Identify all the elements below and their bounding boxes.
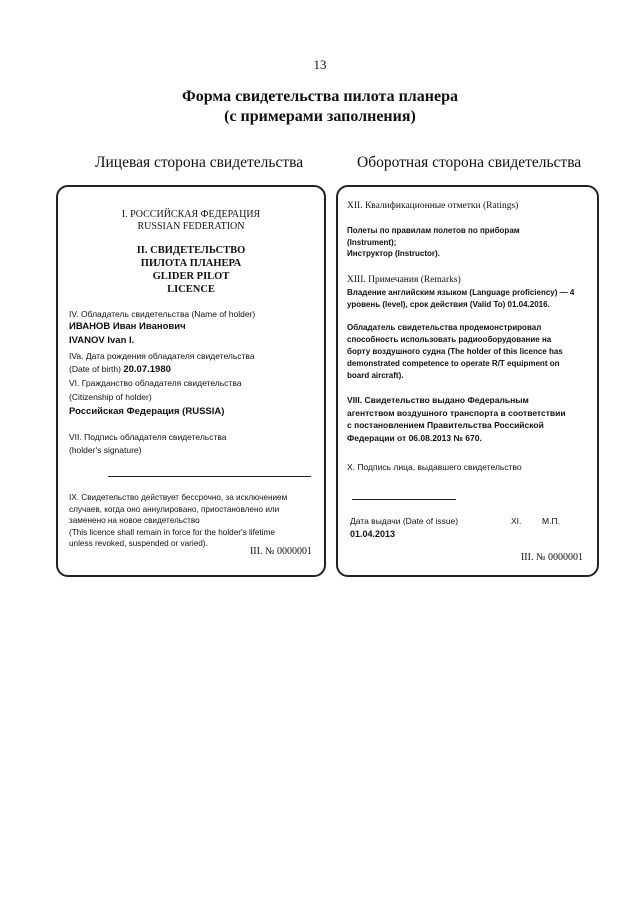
country-section	[58, 209, 324, 233]
demo-line-1: Обладатель свидетельства продемонстрировал	[347, 323, 542, 332]
demo-line-3: борту воздушного судна (The holder of this licence has	[347, 347, 563, 356]
issue-date-label: Дата выдачи (Date of issue)	[350, 516, 459, 526]
citizenship-label: VI. Гражданство обладателя свидетельства	[69, 378, 242, 388]
licence-title-2: ПИЛОТА ПЛАНЕРА	[140, 258, 242, 269]
issuer-signature-label: X. Подпись лица, выдавшего свидетельство	[347, 462, 522, 472]
validity-block	[69, 492, 315, 550]
dob-value: 20.07.1980	[123, 364, 171, 375]
country-en: RUSSIAN FEDERATION	[137, 221, 245, 232]
issued-line-4: Федерации от 06.08.2013 № 670.	[347, 432, 482, 443]
dob-label: IVa. Дата рождения обладателя свидетельства	[69, 351, 255, 361]
validity-line-3: заменено на новое свидетельство	[69, 516, 200, 525]
licence-number-front: III. № 0000001	[249, 546, 312, 557]
issued-line-1: VIII. Свидетельство выдано Федеральным	[347, 395, 529, 405]
ratings-block	[347, 225, 520, 260]
country-ru: I. РОССИЙСКАЯ ФЕДЕРАЦИЯ	[121, 209, 261, 220]
signature-label: VII. Подпись обладателя свидетельства	[69, 432, 227, 442]
demo-line-5: board aircraft).	[347, 371, 404, 380]
remarks-block	[347, 287, 574, 311]
issued-block	[347, 394, 585, 444]
issue-date-value: 01.04.2013	[350, 529, 396, 539]
licence-front-card	[56, 185, 326, 577]
licence-title-4: LICENCE	[167, 284, 215, 295]
ratings-line-2: (Instrument);	[347, 237, 397, 247]
validity-line-1: IX. Свидетельство действует бессрочно, за исключением	[69, 493, 288, 502]
signature-label-en: (holder's signature)	[69, 445, 142, 455]
demo-block	[347, 322, 585, 382]
licence-title-1: II. СВИДЕТЕЛЬСТВО	[136, 245, 246, 256]
ratings-label: XII. Квалификационные отметки (Ratings)	[347, 201, 519, 211]
ratings-line-3: Инструктор (Instructor).	[347, 249, 440, 258]
validity-line-2: случаев, когда оно аннулировано, приостановлено или	[69, 504, 280, 514]
title-line-1: Форма свидетельства пилота планера	[181, 88, 458, 105]
stamp-place-label: М.П.	[542, 516, 560, 526]
demo-line-4: demonstrated competence to operate R/T equipment on	[347, 359, 560, 368]
holder-name-ru: ИВАНОВ Иван Иванович	[69, 321, 186, 332]
demo-line-2: способность использовать радиооборудование на	[347, 335, 552, 344]
dob-label-en: (Date of birth)	[69, 364, 121, 374]
issued-line-2: агентством воздушного транспорта в соответствии	[347, 407, 566, 418]
dob-row	[69, 363, 171, 376]
document-title	[0, 87, 640, 127]
holder-name-en: IVANOV Ivan I.	[69, 335, 135, 346]
remarks-line-2: уровень (level), срок действия (Valid To) 01.04.2016.	[347, 300, 550, 309]
remarks-line-1: Владение английским языком (Language proficiency) — 4	[347, 288, 575, 297]
remarks-label: XIII. Примечания (Remarks)	[347, 275, 461, 285]
licence-number-back: III. № 0000001	[520, 552, 583, 563]
holder-signature-line	[108, 476, 311, 477]
holder-label: IV. Обладатель свидетельства (Name of holder)	[69, 309, 256, 319]
page-number: 13	[313, 57, 327, 72]
ratings-line-1: Полеты по правилам полетов по приборам	[347, 226, 520, 235]
validity-line-4: (This licence shall remain in force for the holder's lifetime	[69, 527, 275, 537]
validity-line-5: unless revoked, suspended or varied).	[69, 539, 208, 548]
section-xi-label: XI.	[511, 516, 522, 526]
licence-title-section	[58, 244, 324, 296]
issuer-signature-line	[352, 499, 456, 500]
licence-back-card	[336, 185, 599, 577]
title-line-2: (с примерами заполнения)	[224, 108, 416, 125]
back-side-caption: Оборотная сторона свидетельства	[357, 154, 582, 171]
citizenship-label-en: (Citizenship of holder)	[69, 392, 152, 402]
front-side-caption: Лицевая сторона свидетельства	[95, 154, 304, 171]
citizenship-value: Российская Федерация (RUSSIA)	[69, 406, 225, 417]
licence-title-3: GLIDER PILOT	[152, 271, 230, 282]
issued-line-3: с постановлением Правительства Российской	[347, 420, 544, 430]
